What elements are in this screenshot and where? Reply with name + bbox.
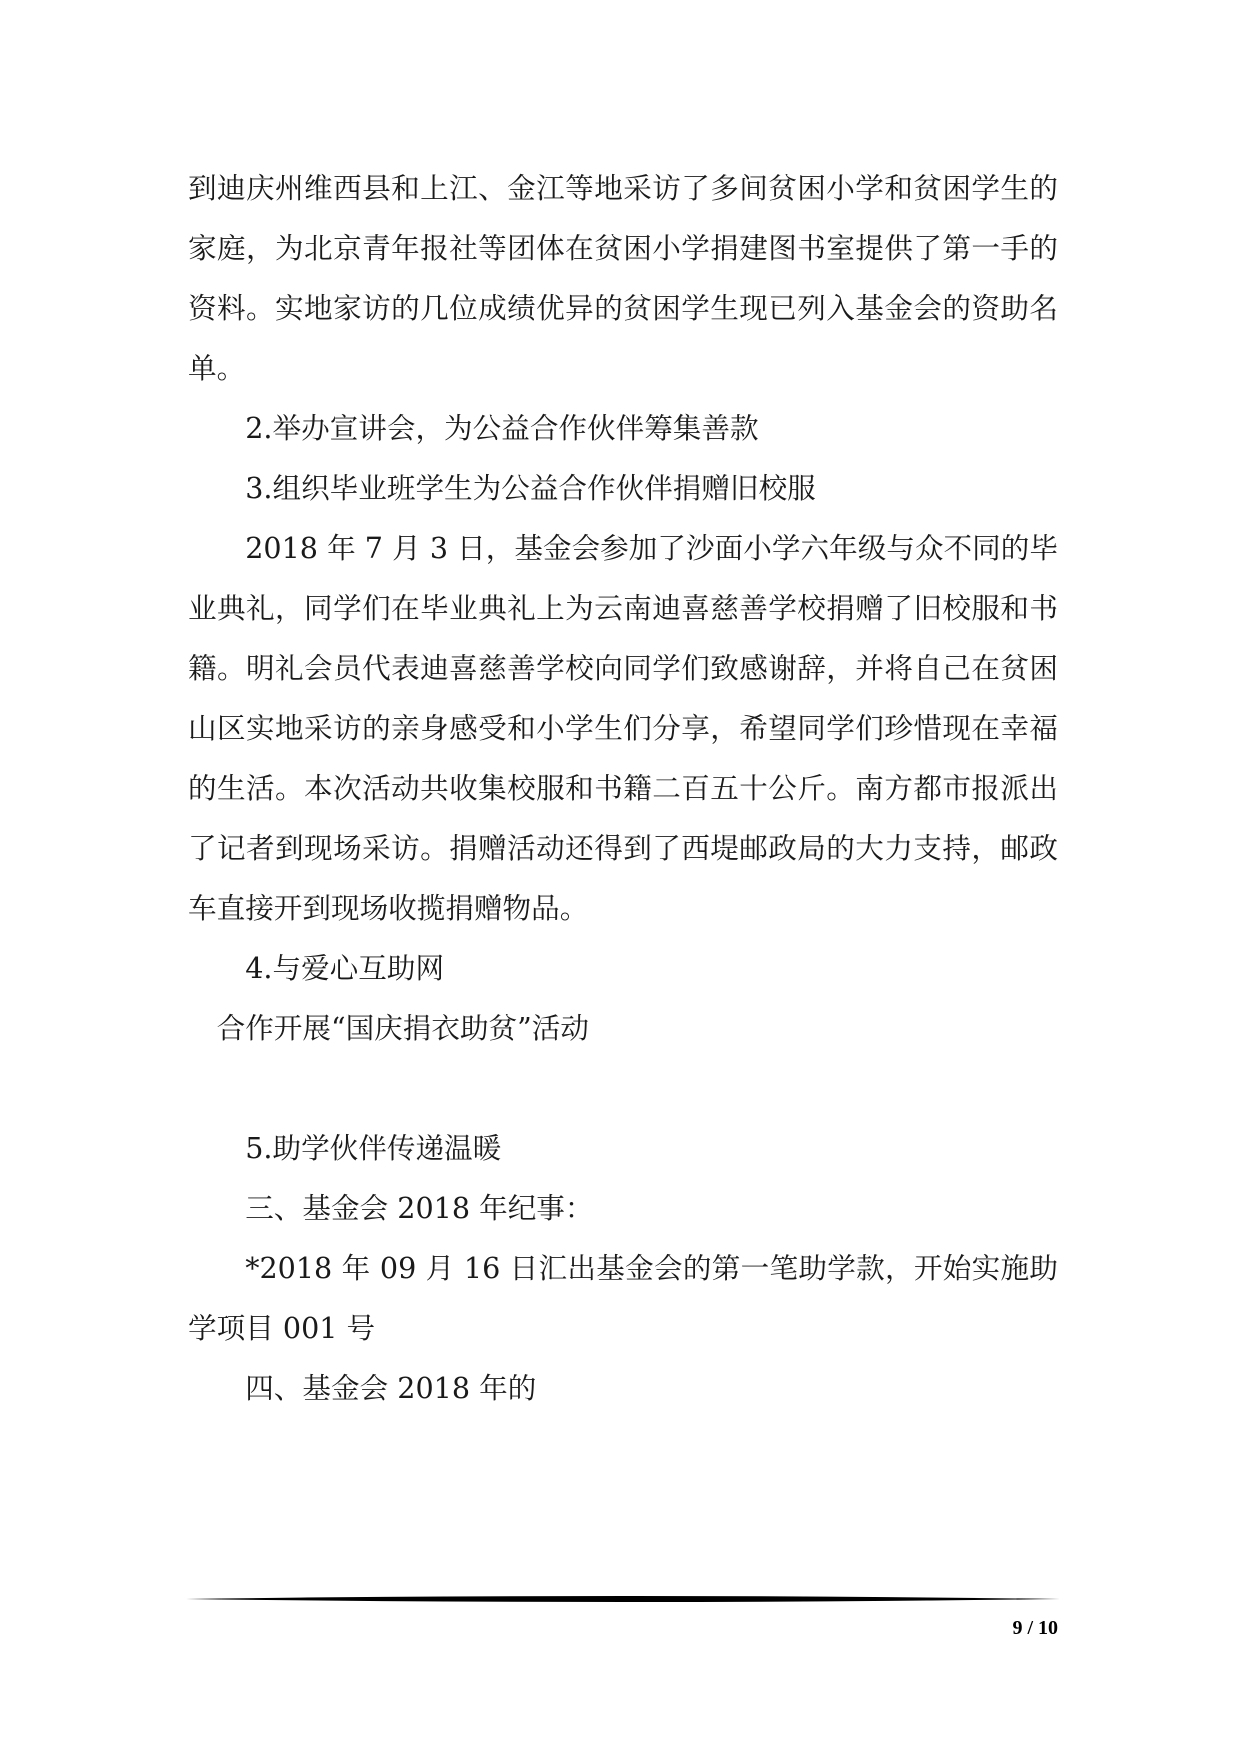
page-number: 9 / 10: [1012, 1617, 1058, 1639]
section-heading-4: 四、基金会 2018 年的: [245, 1371, 537, 1405]
list-item-2: 2.举办宣讲会，为公益合作伙伴筹集善款: [245, 411, 759, 445]
list-item-3: 3.组织毕业班学生为公益合作伙伴捐赠旧校服: [245, 471, 816, 505]
list-item-4-continuation: 合作开展“国庆捐衣助贫”活动: [216, 1011, 589, 1045]
body-text: [188, 158, 1058, 1418]
section-heading-3: 三、基金会 2018 年纪事：: [245, 1191, 594, 1225]
list-item-5: 5.助学伙伴传递温暖: [245, 1131, 502, 1165]
list-item-4: 4.与爱心互助网: [245, 951, 445, 985]
paragraph-graduation-donation: 2018 年 7 月 3 日，基金会参加了沙面小学六年级与众不同的毕业典礼，同学们在毕业典礼上为云南迪喜慈善学校捐赠了旧校服和书籍。明礼会员代表迪喜慈善学校向同学们致感谢辞，并将自己在贫困山区实地采访的亲身感受和小学生们分享，希望同学们珍惜现在幸福的生活。本次活动共收集校服和书籍二百五十公斤。南方都市报派出了记者到现场采访。捐赠活动还得到了西堤邮政局的大力支持，邮政车直接开到现场收揽捐赠物品。: [188, 531, 1058, 925]
footer-divider: [186, 1594, 1060, 1604]
paragraph-continuation: 到迪庆州维西县和上江、金江等地采访了多间贫困小学和贫困学生的家庭，为北京青年报社等团体在贫困小学捐建图书室提供了第一手的资料。实地家访的几位成绩优异的贫困学生现已列入基金会的资助名单。: [188, 171, 1058, 385]
chronicle-entry: *2018 年 09 月 16 日汇出基金会的第一笔助学款，开始实施助学项目 001 号: [188, 1251, 1058, 1345]
blank-line: [188, 1058, 1058, 1118]
